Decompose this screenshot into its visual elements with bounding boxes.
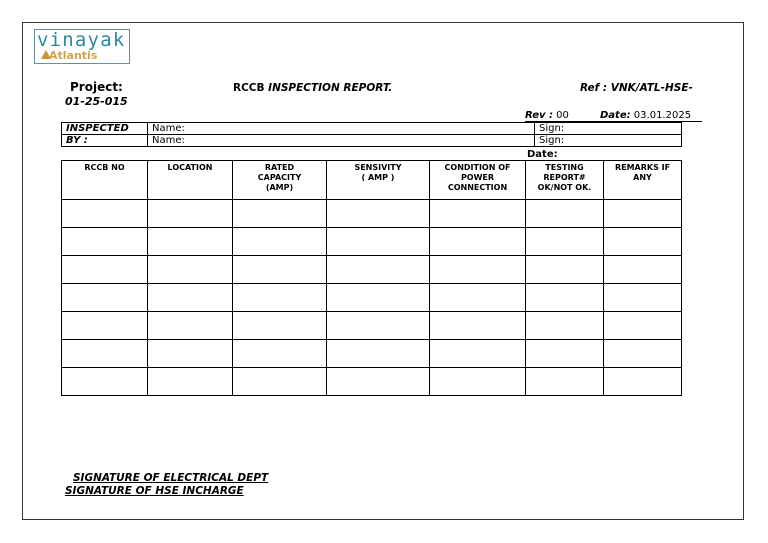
table-cell[interactable] [526,312,604,340]
table-row [62,312,682,340]
col-header-rccb-no: RCCB NO [62,161,148,200]
table-cell[interactable] [233,368,327,396]
table-header-row [62,161,682,200]
table-cell[interactable] [430,284,526,312]
rev-value: 00 [552,110,569,121]
table-cell[interactable] [327,284,430,312]
table-cell[interactable] [430,228,526,256]
table-row [62,256,682,284]
col-header-sensivity: SENSIVITY ( AMP ) [327,161,430,200]
inspector-name-field-2[interactable]: Name: [148,135,535,147]
table-cell[interactable] [604,312,682,340]
table-cell[interactable] [526,200,604,228]
table-cell[interactable] [430,340,526,368]
signature-hse-incharge: SIGNATURE OF HSE INCHARGE [65,485,244,497]
document-date [600,110,691,121]
table-cell[interactable] [430,256,526,284]
table-cell[interactable] [62,368,148,396]
table-cell[interactable] [148,312,233,340]
table-cell[interactable] [430,200,526,228]
table-cell[interactable] [327,368,430,396]
table-cell[interactable] [526,368,604,396]
date-label: Date: [600,110,631,121]
table-cell[interactable] [327,340,430,368]
rev-label: Rev : [525,110,553,121]
table-row [62,228,682,256]
title-italic: INSPECTION REPORT. [268,82,393,94]
table-cell[interactable] [526,256,604,284]
table-cell[interactable] [148,368,233,396]
table-cell[interactable] [430,368,526,396]
table-cell[interactable] [604,256,682,284]
revision [525,110,569,121]
col-header-location: LOCATION [148,161,233,200]
table-cell[interactable] [604,368,682,396]
table-cell[interactable] [526,340,604,368]
by-label: BY : [62,135,148,147]
table-cell[interactable] [526,228,604,256]
title-main: RCCB [233,82,269,94]
table-cell[interactable] [233,340,327,368]
table-cell[interactable] [604,200,682,228]
inspection-table [61,160,682,396]
table-cell[interactable] [327,256,430,284]
table-cell[interactable] [526,284,604,312]
date-value: 03.01.2025 [630,110,692,121]
table-cell[interactable] [62,340,148,368]
table-cell[interactable] [327,200,430,228]
table-cell[interactable] [148,200,233,228]
table-cell[interactable] [148,340,233,368]
table-cell[interactable] [430,312,526,340]
table-cell[interactable] [62,200,148,228]
table-cell[interactable] [604,228,682,256]
inspected-label: INSPECTED [62,123,148,135]
signature-electrical-dept: SIGNATURE OF ELECTRICAL DEPT [73,472,269,484]
table-cell[interactable] [148,228,233,256]
table-cell[interactable] [327,312,430,340]
col-header-rated-capacity: RATED CAPACITY (AMP) [233,161,327,200]
col-header-testing-report: TESTING REPORT# OK/NOT OK. [526,161,604,200]
table-cell[interactable] [327,228,430,256]
logo-name: vinayak [37,29,126,51]
reference-number: Ref : VNK/ATL-HSE- [580,82,693,94]
table-row [62,200,682,228]
company-logo [34,29,130,64]
table-row [62,284,682,312]
table-cell[interactable] [62,228,148,256]
project-code: 01-25-015 [65,95,128,108]
table-cell[interactable] [233,228,327,256]
table-cell[interactable] [62,284,148,312]
inspection-date-label: Date: [527,149,558,160]
table-cell[interactable] [62,256,148,284]
table-row [62,368,682,396]
table-cell[interactable] [233,256,327,284]
inspector-sign-field-1[interactable]: Sign: [535,123,682,135]
table-cell[interactable] [233,200,327,228]
table-cell[interactable] [233,312,327,340]
table-row [62,340,682,368]
table-cell[interactable] [62,312,148,340]
logo-sub: Atlantis [49,49,98,62]
inspector-sign-field-2[interactable]: Sign: [535,135,682,147]
project-label: Project: [70,80,123,94]
col-header-condition: CONDITION OF POWER CONNECTION [430,161,526,200]
table-cell[interactable] [148,284,233,312]
table-cell[interactable] [604,340,682,368]
inspector-name-field-1[interactable]: Name: [148,123,535,135]
table-cell[interactable] [233,284,327,312]
table-cell[interactable] [148,256,233,284]
col-header-remarks: REMARKS IF ANY [604,161,682,200]
inspected-by-table [61,122,682,147]
table-cell[interactable] [604,284,682,312]
report-title [233,82,392,94]
